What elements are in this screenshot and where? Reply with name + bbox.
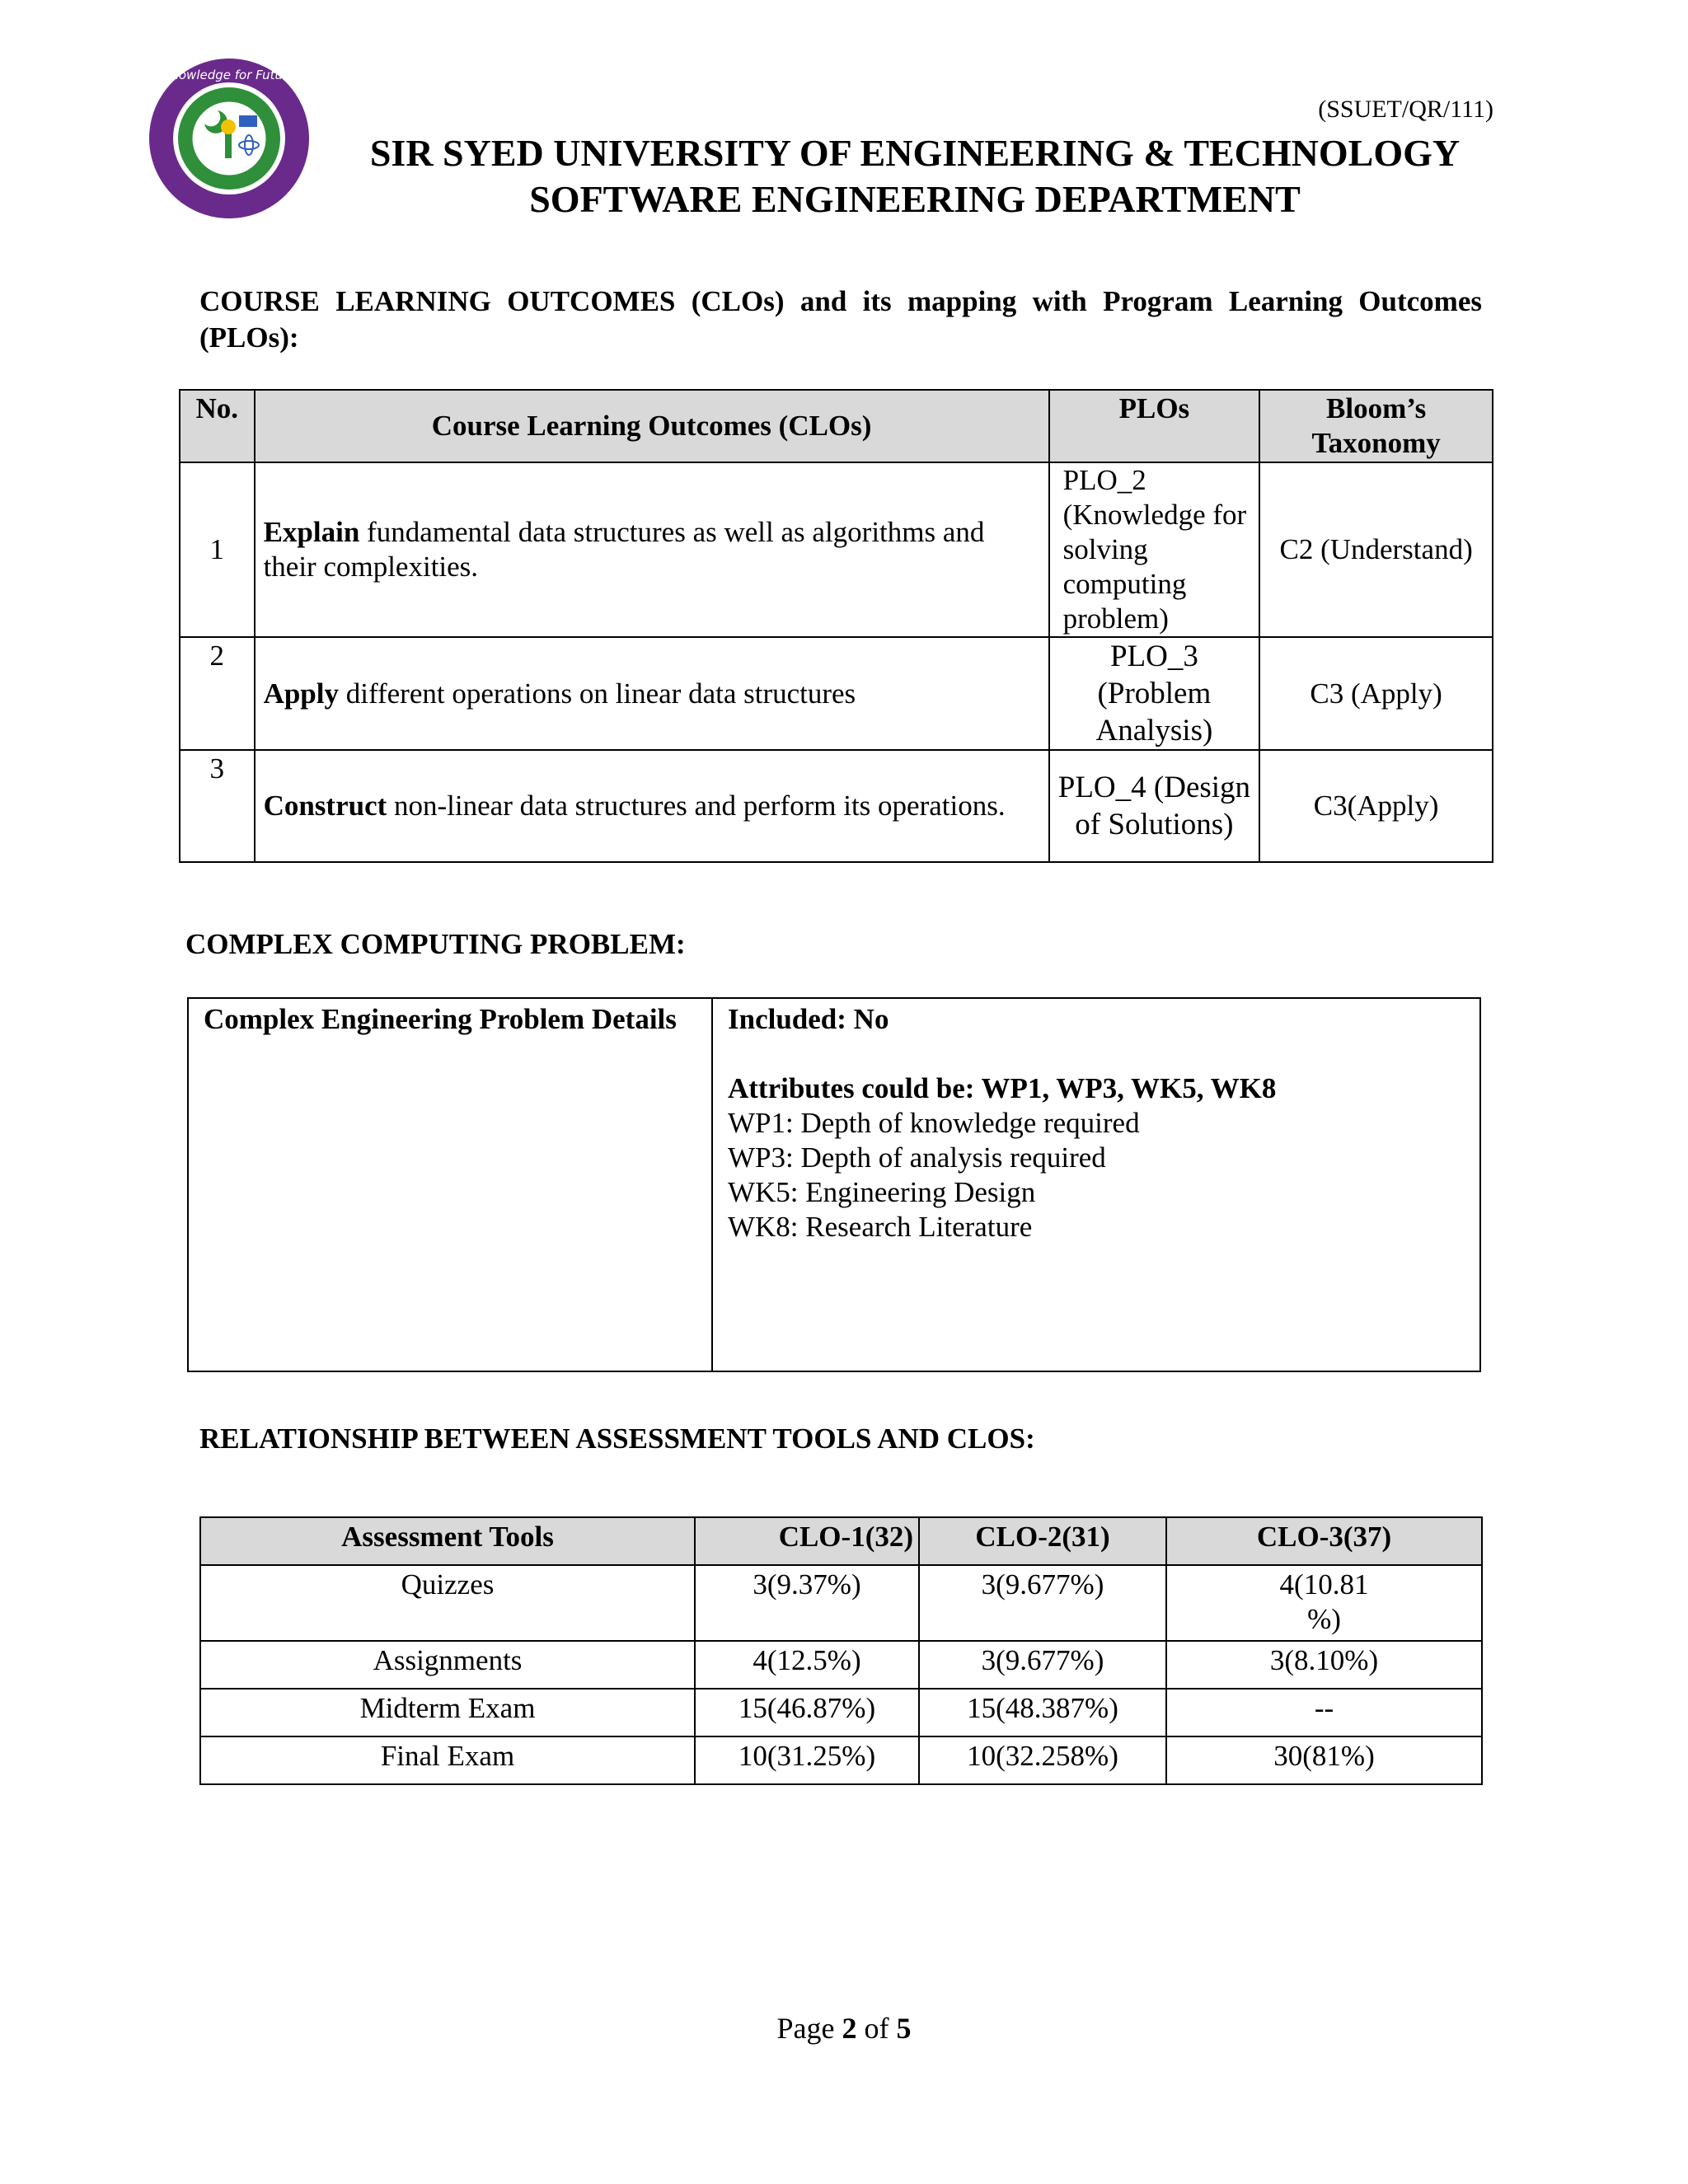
col-header-no: No. — [180, 390, 255, 462]
document-code: (SSUET/QR/111) — [1318, 96, 1493, 123]
col-header-tools: Assessment Tools — [200, 1517, 695, 1565]
tool-name: Quizzes — [200, 1565, 695, 1641]
svg-text:Knowledge for Future: Knowledge for Future — [162, 68, 296, 82]
tool-name: Final Exam — [200, 1736, 695, 1784]
col-header-plo: PLOs — [1049, 390, 1260, 462]
clo-table — [179, 389, 1493, 863]
ccp-included: Included: No — [728, 1003, 889, 1035]
clo-verb: Explain — [263, 516, 360, 548]
clo1-value: 3(9.37%) — [695, 1565, 919, 1641]
clo2-value: 3(9.677%) — [919, 1641, 1166, 1689]
ccp-attributes-title: Attributes could be: WP1, WP3, WK5, WK8 — [728, 1072, 1277, 1104]
clo-description — [255, 462, 1049, 637]
clo3-value: 3(8.10%) — [1166, 1641, 1482, 1689]
col-header-clo1: CLO-1(32) — [695, 1517, 919, 1565]
clo2-value: 10(32.258%) — [919, 1736, 1166, 1784]
assessment-table — [199, 1516, 1483, 1785]
clo-bloom: C2 (Understand) — [1259, 462, 1493, 637]
table-row — [180, 462, 1493, 637]
ccp-attribute: WP3: Depth of analysis required — [728, 1141, 1106, 1174]
table-row — [200, 1565, 1482, 1641]
page-prefix: Page — [776, 2012, 842, 2045]
clo2-value: 15(48.387%) — [919, 1689, 1166, 1736]
ccp-attribute: WK8: Research Literature — [728, 1211, 1033, 1243]
clo-description — [255, 637, 1049, 750]
ccp-attribute: WP1: Depth of knowledge required — [728, 1107, 1140, 1139]
department-title: SOFTWARE ENGINEERING DEPARTMENT — [529, 178, 1301, 220]
clo-verb: Construct — [263, 790, 387, 822]
ccp-table — [187, 997, 1481, 1372]
clo-text: non-linear data structures and perform its operations. — [387, 790, 1006, 822]
col-header-clo: Course Learning Outcomes (CLOs) — [255, 390, 1049, 462]
clo1-value: 15(46.87%) — [695, 1689, 919, 1736]
col-header-bloom: Bloom’s Taxonomy — [1259, 390, 1493, 462]
clo1-value: 10(31.25%) — [695, 1736, 919, 1784]
table-row — [200, 1689, 1482, 1736]
university-logo — [147, 56, 312, 221]
clo2-value: 3(9.677%) — [919, 1565, 1166, 1641]
clo-description — [255, 750, 1049, 862]
clo-text: different operations on linear data structures — [339, 677, 856, 710]
table-row — [180, 750, 1493, 862]
tool-name: Assignments — [200, 1641, 695, 1689]
page-total: 5 — [896, 2012, 912, 2045]
ccp-label: Complex Engineering Problem Details — [188, 998, 712, 1371]
ccp-attribute: WK5: Engineering Design — [728, 1176, 1036, 1208]
clo-number: 1 — [180, 462, 255, 637]
tool-name: Midterm Exam — [200, 1689, 695, 1736]
clo-section-heading-cont: (PLOs): — [199, 321, 299, 354]
col-header-clo2: CLO-2(31) — [919, 1517, 1166, 1565]
clo-number: 2 — [180, 637, 255, 750]
ccp-details — [712, 998, 1480, 1371]
university-title: SIR SYED UNIVERSITY OF ENGINEERING & TECHNOLOGY — [369, 132, 1461, 174]
col-header-clo3: CLO-3(37) — [1166, 1517, 1482, 1565]
table-row — [180, 637, 1493, 750]
clo-number: 3 — [180, 750, 255, 862]
page-current: 2 — [842, 2012, 857, 2045]
clo-text: fundamental data structures as well as algorithms and their complexities. — [263, 516, 985, 583]
assessment-section-heading: RELATIONSHIP BETWEEN ASSESSMENT TOOLS AND CLOS: — [199, 1422, 1035, 1455]
clo-plo: PLO_2 (Knowledge for solving computing problem) — [1049, 462, 1260, 637]
table-row — [200, 1736, 1482, 1784]
clo-verb: Apply — [263, 677, 339, 710]
table-row — [200, 1641, 1482, 1689]
clo3-value: 4(10.81 %) — [1166, 1565, 1482, 1641]
page-number — [0, 2011, 1688, 2046]
clo3-value: 30(81%) — [1166, 1736, 1482, 1784]
clo-plo: PLO_3 (Problem Analysis) — [1049, 637, 1260, 750]
clo-plo: PLO_4 (Design of Solutions) — [1049, 750, 1260, 862]
clo-bloom: C3(Apply) — [1259, 750, 1493, 862]
clo-section-heading: COURSE LEARNING OUTCOMES (CLOs) and its mapping with Program Learning Outcomes — [199, 285, 1482, 317]
clo1-value: 4(12.5%) — [695, 1641, 919, 1689]
clo3-value: -- — [1166, 1689, 1482, 1736]
ccp-section-heading: COMPLEX COMPUTING PROBLEM: — [185, 928, 686, 960]
page-of: of — [856, 2012, 897, 2045]
clo-bloom: C3 (Apply) — [1259, 637, 1493, 750]
